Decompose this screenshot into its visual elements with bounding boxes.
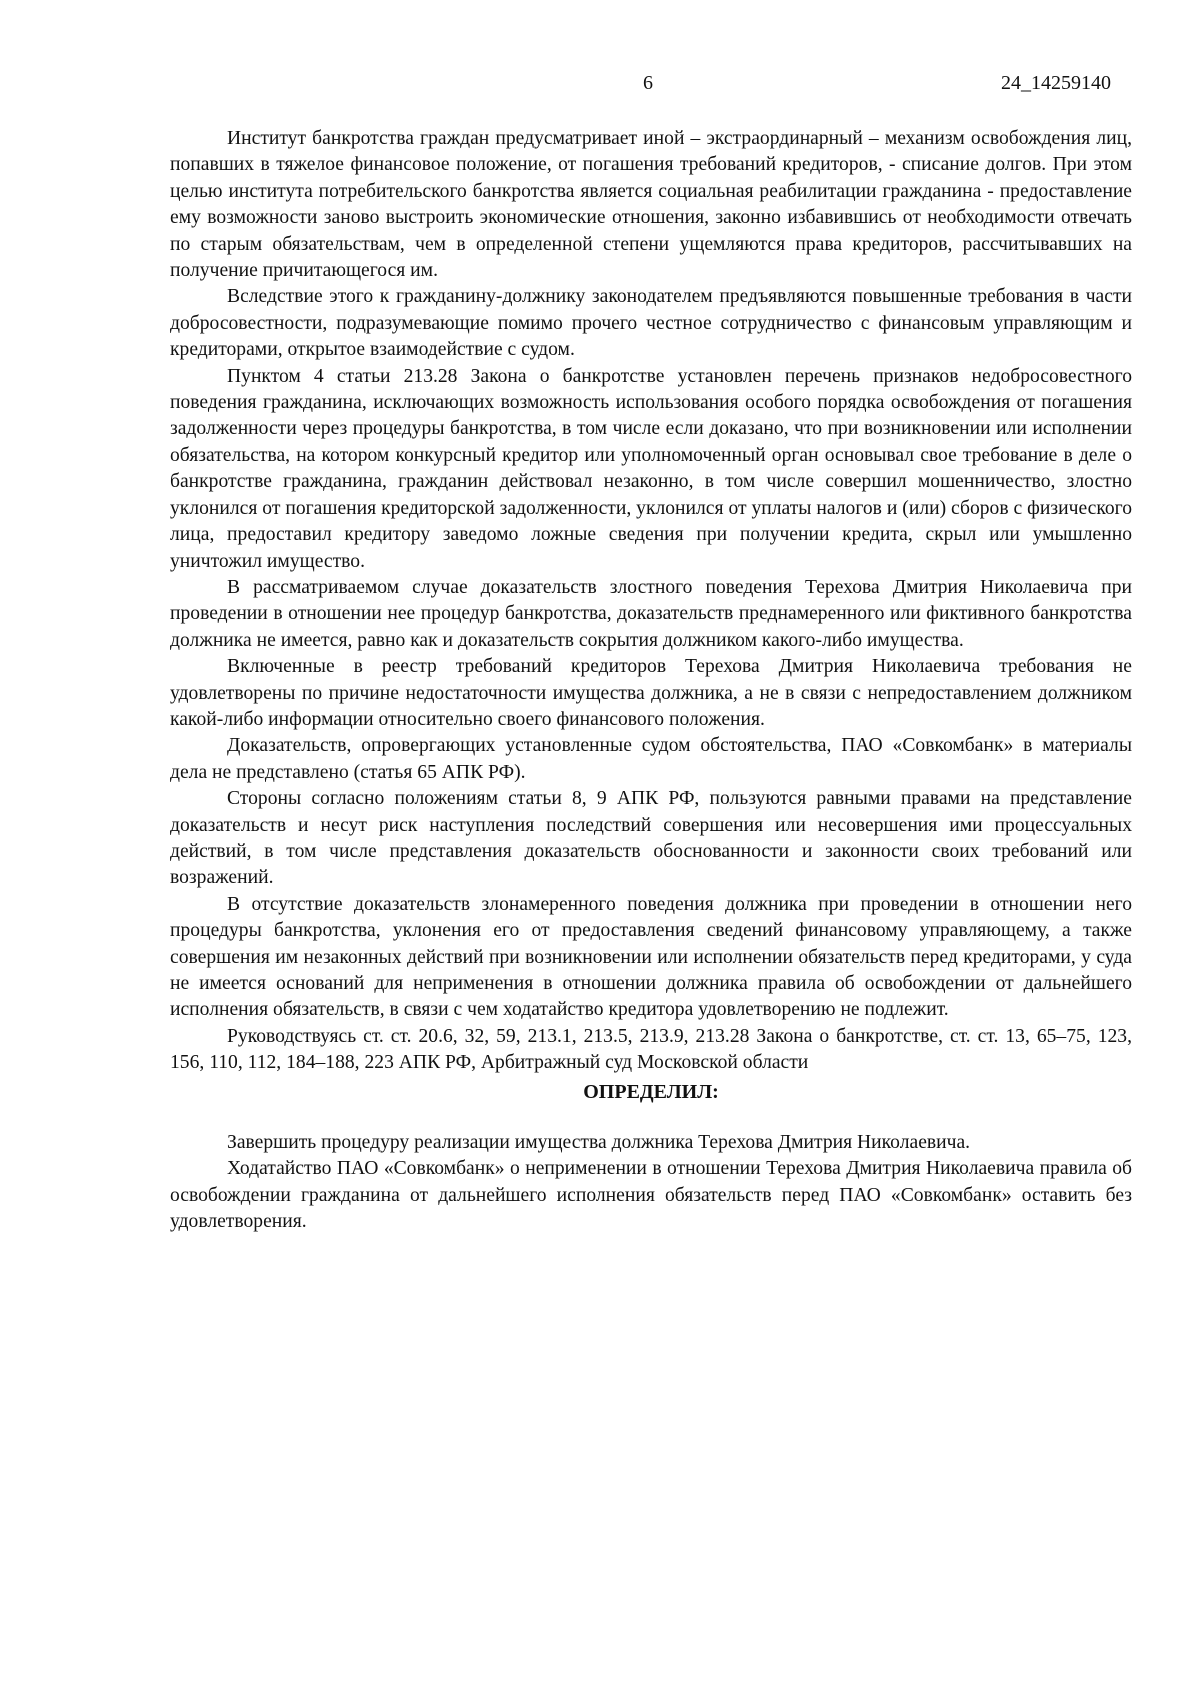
paragraph-no-refuting-evidence: Доказательств, опровергающих установленные судом обстоятельства, ПАО «Совкомбанк» в материалы дела не представлено (статья 65 АПК РФ). xyxy=(170,735,1132,783)
paragraph-complete-procedure: Завершить процедуру реализации имущества должника Терехова Дмитрия Николаевича. xyxy=(227,1132,971,1154)
paragraph-no-malicious-evidence: В рассматриваемом случае доказательств злостного поведения Терехова Дмитрия Николаевича при проведении в отношении нее процедур банкротства, доказательств преднамеренного или фиктивного банкротства должника не имеется, равно как и доказательств сокрытия должником какого-либо имущества. xyxy=(170,576,1132,651)
paragraph-equal-rights: Стороны согласно положениям статьи 8, 9 АПК РФ, пользуются равными правами на представление доказательств и несут риск наступления последствий совершения или несовершения ими процессуальных действий, в том числе представления доказательств обоснованности и законности своих требований или возражений. xyxy=(170,788,1132,889)
paragraph-bankruptcy-institute: Институт банкротства граждан предусматривает иной – экстраординарный – механизм освобождения лиц, попавших в тяжелое финансовое положение, от погашения требований кредиторов, - списание долгов. При этом целью института потребительского банкротства является социальная реабилитации гражданина - предоставление ему возможности заново выстроить экономические отношения, законно избавившись от необходимости отвечать по старым обязательствам, чем в определенной степени ущемляются права кредиторов, рассчитывавших на получение причитающегося им. xyxy=(170,128,1132,282)
paragraph-good-faith-requirements: Вследствие этого к гражданину-должнику законодателем предъявляются повышенные требования в части добросовестности, подразумевающие помимо прочего честное сотрудничество с финансовым управляющим и кредиторами, открытое взаимодействие с судом. xyxy=(170,286,1132,361)
paragraph-petition-denied: Ходатайство ПАО «Совкомбанк» о неприменении в отношении Терехова Дмитрия Николаевича правила об освобождении гражданина от дальнейшего исполнения обязательств перед ПАО «Совкомбанк» оставить без удовлетворения. xyxy=(170,1158,1132,1233)
document-id: 24_14259140 xyxy=(1001,72,1111,94)
paragraph-registry-claims: Включенные в реестр требований кредиторов Терехова Дмитрия Николаевича требования не удовлетворены по причине недостаточности имущества должника, а не в связи с непредоставлением должником какой-либо информации относительно своего финансового положения. xyxy=(170,656,1132,730)
paragraph-bad-faith-signs: Пунктом 4 статьи 213.28 Закона о банкротстве установлен перечень признаков недобросовестного поведения гражданина, исключающих возможность использования особого порядка освобождения от погашения задолженности через процедуры банкротства, в том числе если доказано, что при возникновении или исполнении обязательства, на котором конкурсный кредитор или уполномоченный орган основывал свое требование в деле о банкротстве гражданина, гражданин действовал незаконно, в том числе совершил мошенничество, злостно уклонился от погашения кредиторской задолженности, уклонился от уплаты налогов и (или) сборов с физического лица, предоставил кредитору заведомо ложные сведения при получении кредита, скрыл или умышленно уничтожил имущество. xyxy=(170,365,1132,572)
page-number: 6 xyxy=(643,72,653,94)
document-body xyxy=(170,126,1132,1236)
paragraph-guided-by: Руководствуясь ст. ст. 20.6, 32, 59, 213.1, 213.5, 213.9, 213.28 Закона о банкротстве, ст. ст. 13, 65–75, 123, 156, 110, 112, 184–188, 223 АПК РФ, Арбитражный суд Московской области xyxy=(170,1025,1132,1074)
paragraph-no-grounds: В отсутствие доказательств злонамеренного поведения должника при проведении в отношении него процедуры банкротства, уклонения его от предоставления сведений финансовому управляющему, а также совершения им незаконных действий при возникновении или исполнении обязательств перед кредиторами, у суда не имеется оснований для неприменения в отношении должника правила об освобождении от дальнейшего исполнения обязательств, в связи с чем ходатайство кредитора удовлетворению не подлежит. xyxy=(170,893,1132,1021)
ruling-heading: ОПРЕДЕЛИЛ: xyxy=(583,1080,719,1103)
page-header xyxy=(0,72,1191,102)
